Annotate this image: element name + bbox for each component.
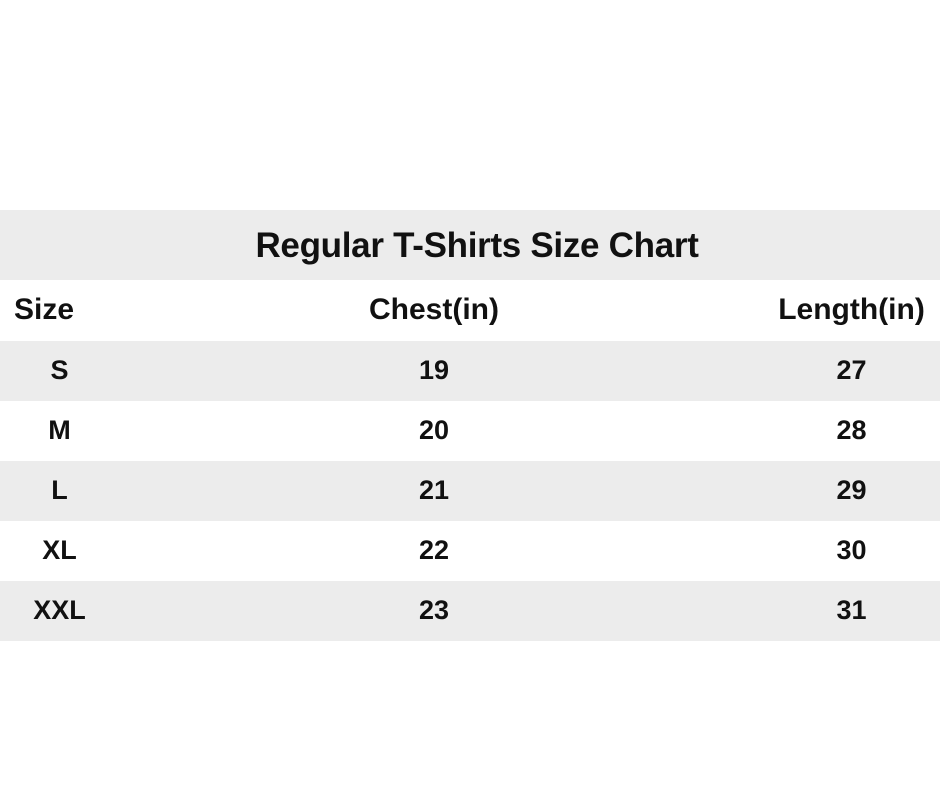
table-header (0, 280, 940, 341)
column-header-chest: Chest(in) (119, 280, 749, 341)
table-row (0, 581, 940, 641)
cell-chest: 21 (119, 461, 749, 521)
table-body (0, 341, 940, 641)
cell-size: L (0, 461, 119, 521)
table-row (0, 401, 940, 461)
cell-chest: 23 (119, 581, 749, 641)
chart-title: Regular T-Shirts Size Chart (0, 210, 940, 280)
column-header-length: Length(in) (749, 280, 940, 341)
size-chart-container (0, 210, 940, 641)
cell-length: 29 (749, 461, 940, 521)
cell-chest: 19 (119, 341, 749, 401)
cell-chest: 22 (119, 521, 749, 581)
cell-size: S (0, 341, 119, 401)
cell-length: 31 (749, 581, 940, 641)
cell-chest: 20 (119, 401, 749, 461)
header-row (0, 280, 940, 341)
cell-size: XXL (0, 581, 119, 641)
cell-length: 30 (749, 521, 940, 581)
table-row (0, 521, 940, 581)
column-header-size: Size (0, 280, 119, 341)
cell-size: XL (0, 521, 119, 581)
cell-length: 28 (749, 401, 940, 461)
table-row (0, 461, 940, 521)
cell-size: M (0, 401, 119, 461)
cell-length: 27 (749, 341, 940, 401)
size-chart-table (0, 210, 940, 641)
table-row (0, 341, 940, 401)
